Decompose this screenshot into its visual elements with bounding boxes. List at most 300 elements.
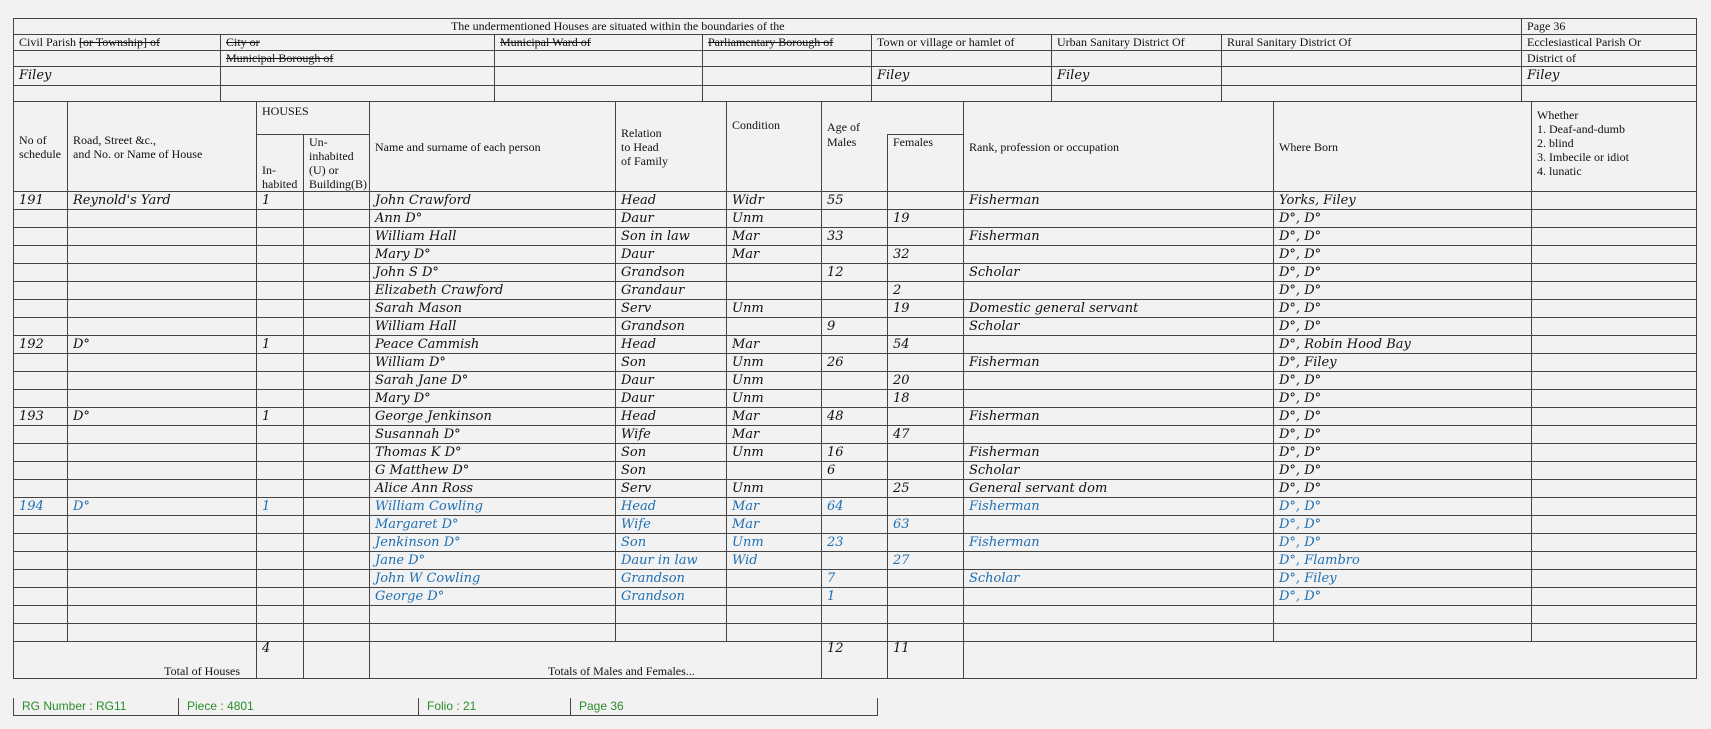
road-cell: D° (68, 336, 257, 354)
uninhabited-cell (304, 534, 370, 552)
person-name: G Matthew D° (370, 462, 616, 480)
road-cell: Reynold's Yard (68, 192, 257, 210)
female-age: 19 (888, 300, 964, 318)
condition-cell: Mar (727, 516, 822, 534)
female-age (888, 570, 964, 588)
condition-cell: Mar (727, 408, 822, 426)
ward-label: Municipal Ward of (495, 35, 703, 51)
uninhabited-cell (304, 480, 370, 498)
relation-cell: Daur (616, 246, 727, 264)
relation-cell: Son (616, 354, 727, 372)
col-age: Age of (822, 102, 964, 135)
relation-cell: Grandaur (616, 282, 727, 300)
uninhabited-cell (304, 570, 370, 588)
uninhabited-cell (304, 336, 370, 354)
whether-cell (1532, 534, 1697, 552)
where-born-cell: D°, Flambro (1274, 552, 1532, 570)
relation-cell: Daur (616, 372, 727, 390)
census-row (14, 408, 1697, 426)
totals-row (14, 642, 1697, 679)
census-row (14, 246, 1697, 264)
condition-cell: Mar (727, 228, 822, 246)
female-age (888, 192, 964, 210)
where-born-cell: D°, D° (1274, 390, 1532, 408)
male-age (822, 390, 888, 408)
person-name: Alice Ann Ross (370, 480, 616, 498)
urban-value: Filey (1052, 67, 1222, 86)
occupation-cell: Fisherman (964, 444, 1274, 462)
relation-cell: Daur (616, 210, 727, 228)
person-name: William D° (370, 354, 616, 372)
person-name: Peace Cammish (370, 336, 616, 354)
schedule-cell (14, 246, 68, 264)
inhabited-cell: 1 (257, 498, 304, 516)
where-born-cell: D°, D° (1274, 480, 1532, 498)
road-cell (68, 426, 257, 444)
occupation-cell (964, 336, 1274, 354)
inhabited-cell (257, 444, 304, 462)
whether-cell (1532, 552, 1697, 570)
town-value: Filey (872, 67, 1052, 86)
person-name: John W Cowling (370, 570, 616, 588)
occupation-cell: Scholar (964, 462, 1274, 480)
male-age (822, 282, 888, 300)
eccl-district-label: District of (1522, 51, 1697, 67)
occupation-cell: Scholar (964, 264, 1274, 282)
male-age: 1 (822, 588, 888, 606)
road-cell: D° (68, 408, 257, 426)
parl-borough-label: Parliamentary Borough of (703, 35, 872, 51)
where-born-cell: D°, D° (1274, 282, 1532, 300)
uninhabited-cell (304, 498, 370, 516)
female-age: 63 (888, 516, 964, 534)
male-age (822, 552, 888, 570)
whether-cell (1532, 246, 1697, 264)
schedule-cell (14, 516, 68, 534)
census-row (14, 210, 1697, 228)
relation-cell: Head (616, 192, 727, 210)
census-row (14, 516, 1697, 534)
where-born-cell: D°, D° (1274, 300, 1532, 318)
col-relation: Relation to Head of Family (616, 102, 727, 192)
whether-cell (1532, 408, 1697, 426)
where-born-cell: D°, Filey (1274, 570, 1532, 588)
whether-cell (1532, 264, 1697, 282)
occupation-cell: Scholar (964, 570, 1274, 588)
schedule-cell (14, 372, 68, 390)
occupation-cell (964, 552, 1274, 570)
census-row (14, 300, 1697, 318)
male-age (822, 210, 888, 228)
female-age (888, 462, 964, 480)
where-born-cell: D°, D° (1274, 264, 1532, 282)
inhabited-cell (257, 354, 304, 372)
male-age (822, 480, 888, 498)
male-age: 64 (822, 498, 888, 516)
person-name: George Jenkinson (370, 408, 616, 426)
female-age (888, 228, 964, 246)
census-row (14, 192, 1697, 210)
schedule-cell (14, 426, 68, 444)
road-cell (68, 228, 257, 246)
where-born-cell: D°, D° (1274, 228, 1532, 246)
condition-cell (727, 462, 822, 480)
census-row (14, 264, 1697, 282)
city-label: City or (221, 35, 495, 51)
inhabited-cell (257, 300, 304, 318)
uninhabited-cell (304, 300, 370, 318)
female-age: 27 (888, 552, 964, 570)
uninhabited-cell (304, 552, 370, 570)
relation-cell: Daur (616, 390, 727, 408)
road-cell (68, 588, 257, 606)
person-name: George D° (370, 588, 616, 606)
inhabited-cell (257, 264, 304, 282)
where-born-cell: D°, D° (1274, 372, 1532, 390)
female-age: 47 (888, 426, 964, 444)
male-age: 16 (822, 444, 888, 462)
boundary-text: The undermentioned Houses are situated within the boundaries of the (14, 19, 1222, 35)
where-born-cell: D°, D° (1274, 246, 1532, 264)
road-cell (68, 210, 257, 228)
schedule-cell (14, 534, 68, 552)
schedule-cell (14, 588, 68, 606)
census-row (14, 570, 1697, 588)
road-cell: D° (68, 498, 257, 516)
inhabited-cell (257, 246, 304, 264)
col-inhabited: In- habited (257, 135, 304, 192)
male-age (822, 516, 888, 534)
where-born-cell: D°, D° (1274, 516, 1532, 534)
male-age: 7 (822, 570, 888, 588)
census-row (14, 354, 1697, 372)
person-name: John Crawford (370, 192, 616, 210)
rg-number: RG Number : RG11 (14, 698, 179, 715)
relation-cell: Wife (616, 426, 727, 444)
col-schedule: No of schedule (14, 102, 68, 192)
condition-cell (727, 282, 822, 300)
census-row (14, 390, 1697, 408)
road-cell (68, 282, 257, 300)
male-age: 12 (822, 264, 888, 282)
whether-cell (1532, 462, 1697, 480)
civil-parish-label: Civil Parish [or Township] of (14, 35, 221, 51)
uninhabited-cell (304, 228, 370, 246)
relation-cell: Grandson (616, 264, 727, 282)
inhabited-cell (257, 390, 304, 408)
relation-cell: Grandson (616, 588, 727, 606)
uninhabited-cell (304, 318, 370, 336)
relation-cell: Son (616, 462, 727, 480)
census-row (14, 552, 1697, 570)
where-born-cell: D°, Filey (1274, 354, 1532, 372)
where-born-cell: D°, D° (1274, 408, 1532, 426)
uninhabited-cell (304, 588, 370, 606)
relation-cell: Serv (616, 480, 727, 498)
whether-cell (1532, 354, 1697, 372)
male-age: 26 (822, 354, 888, 372)
road-cell (68, 570, 257, 588)
col-females: Females (888, 135, 964, 192)
female-age (888, 264, 964, 282)
condition-cell (727, 318, 822, 336)
condition-cell: Unm (727, 372, 822, 390)
male-age: 6 (822, 462, 888, 480)
condition-cell: Mar (727, 336, 822, 354)
female-age (888, 318, 964, 336)
condition-cell: Unm (727, 300, 822, 318)
census-row (14, 588, 1697, 606)
schedule-cell (14, 444, 68, 462)
col-road: Road, Street &c., and No. or Name of House (68, 102, 257, 192)
uninhabited-cell (304, 408, 370, 426)
male-age (822, 300, 888, 318)
census-row (14, 462, 1697, 480)
whether-cell (1532, 192, 1697, 210)
total-females: 11 (888, 642, 964, 679)
uninhabited-cell (304, 516, 370, 534)
whether-cell (1532, 570, 1697, 588)
occupation-cell (964, 372, 1274, 390)
relation-cell: Son in law (616, 228, 727, 246)
female-age (888, 534, 964, 552)
person-name: John S D° (370, 264, 616, 282)
uninhabited-cell (304, 390, 370, 408)
road-cell (68, 462, 257, 480)
whether-cell (1532, 210, 1697, 228)
male-age (822, 426, 888, 444)
blank-row (14, 624, 1697, 642)
uninhabited-cell (304, 462, 370, 480)
person-name: William Hall (370, 228, 616, 246)
where-born-cell: D°, Robin Hood Bay (1274, 336, 1532, 354)
census-row (14, 318, 1697, 336)
census-row (14, 336, 1697, 354)
male-age (822, 336, 888, 354)
occupation-cell: Fisherman (964, 498, 1274, 516)
relation-cell: Head (616, 336, 727, 354)
inhabited-cell (257, 588, 304, 606)
road-cell (68, 372, 257, 390)
boundaries-header (13, 18, 1697, 102)
male-age (822, 246, 888, 264)
person-name: William Hall (370, 318, 616, 336)
condition-cell: Unm (727, 480, 822, 498)
male-age: 9 (822, 318, 888, 336)
road-cell (68, 480, 257, 498)
inhabited-cell (257, 210, 304, 228)
schedule-cell (14, 570, 68, 588)
census-row (14, 534, 1697, 552)
female-age: 2 (888, 282, 964, 300)
eccl-parish-label: Ecclesiastical Parish Or (1522, 35, 1697, 51)
occupation-cell: Fisherman (964, 534, 1274, 552)
whether-cell (1532, 282, 1697, 300)
condition-cell (727, 264, 822, 282)
inhabited-cell (257, 480, 304, 498)
whether-cell (1532, 588, 1697, 606)
road-cell (68, 390, 257, 408)
where-born-cell: D°, D° (1274, 318, 1532, 336)
road-cell (68, 444, 257, 462)
total-houses-value: 4 (257, 642, 304, 679)
occupation-cell (964, 282, 1274, 300)
person-name: Ann D° (370, 210, 616, 228)
relation-cell: Son (616, 444, 727, 462)
person-name: Sarah Mason (370, 300, 616, 318)
relation-cell: Head (616, 408, 727, 426)
col-males: Males (822, 135, 888, 192)
whether-cell (1532, 426, 1697, 444)
census-row (14, 426, 1697, 444)
occupation-cell (964, 588, 1274, 606)
schedule-cell: 193 (14, 408, 68, 426)
col-name: Name and surname of each person (370, 102, 616, 192)
where-born-cell: D°, D° (1274, 210, 1532, 228)
male-age: 48 (822, 408, 888, 426)
relation-cell: Son (616, 534, 727, 552)
page-number: Page 36 (1522, 19, 1697, 35)
col-occupation: Rank, profession or occupation (964, 102, 1274, 192)
inhabited-cell (257, 372, 304, 390)
civil-parish-value: Filey (14, 67, 221, 86)
occupation-cell (964, 246, 1274, 264)
schedule-cell (14, 210, 68, 228)
condition-cell: Unm (727, 534, 822, 552)
person-name: Jenkinson D° (370, 534, 616, 552)
road-cell (68, 354, 257, 372)
occupation-cell (964, 390, 1274, 408)
occupation-cell: Fisherman (964, 192, 1274, 210)
col-houses: HOUSES (257, 102, 370, 135)
uninhabited-cell (304, 264, 370, 282)
male-age: 23 (822, 534, 888, 552)
census-row (14, 480, 1697, 498)
road-cell (68, 300, 257, 318)
where-born-cell: D°, D° (1274, 588, 1532, 606)
whether-cell (1532, 318, 1697, 336)
male-age: 33 (822, 228, 888, 246)
condition-cell: Unm (727, 354, 822, 372)
totals-mf-label: Totals of Males and Females... (370, 642, 822, 679)
inhabited-cell (257, 552, 304, 570)
schedule-cell: 194 (14, 498, 68, 516)
condition-cell: Mar (727, 426, 822, 444)
condition-cell: Mar (727, 498, 822, 516)
condition-cell: Unm (727, 210, 822, 228)
col-condition: Condition (727, 102, 822, 192)
occupation-cell: Fisherman (964, 354, 1274, 372)
road-cell (68, 264, 257, 282)
schedule-cell: 192 (14, 336, 68, 354)
where-born-cell: D°, D° (1274, 462, 1532, 480)
whether-cell (1532, 444, 1697, 462)
person-name: Thomas K D° (370, 444, 616, 462)
female-age (888, 588, 964, 606)
condition-cell: Mar (727, 246, 822, 264)
total-males: 12 (822, 642, 888, 679)
uninhabited-cell (304, 372, 370, 390)
female-age: 54 (888, 336, 964, 354)
urban-district-label: Urban Sanitary District Of (1052, 35, 1222, 51)
folio-number: Folio : 21 (419, 698, 571, 715)
female-age: 25 (888, 480, 964, 498)
census-table (13, 101, 1697, 679)
schedule-cell (14, 264, 68, 282)
inhabited-cell: 1 (257, 192, 304, 210)
condition-cell: Widr (727, 192, 822, 210)
occupation-cell: Scholar (964, 318, 1274, 336)
condition-cell: Unm (727, 390, 822, 408)
inhabited-cell (257, 228, 304, 246)
whether-cell (1532, 390, 1697, 408)
schedule-cell (14, 300, 68, 318)
female-age: 32 (888, 246, 964, 264)
relation-cell: Grandson (616, 570, 727, 588)
person-name: Susannah D° (370, 426, 616, 444)
whether-cell (1532, 480, 1697, 498)
schedule-cell (14, 282, 68, 300)
uninhabited-cell (304, 354, 370, 372)
person-name: Sarah Jane D° (370, 372, 616, 390)
census-sheet (13, 18, 1696, 679)
person-name: Margaret D° (370, 516, 616, 534)
road-cell (68, 534, 257, 552)
col-whether: Whether 1. Deaf-and-dumb 2. blind 3. Imbecile or idiot 4. lunatic (1532, 102, 1697, 192)
blank-row (14, 606, 1697, 624)
condition-cell: Wid (727, 552, 822, 570)
occupation-cell (964, 210, 1274, 228)
uninhabited-cell (304, 210, 370, 228)
rural-district-label: Rural Sanitary District Of (1222, 35, 1522, 51)
census-rows (14, 192, 1697, 606)
inhabited-cell (257, 534, 304, 552)
census-row (14, 282, 1697, 300)
female-age (888, 408, 964, 426)
female-age: 20 (888, 372, 964, 390)
uninhabited-cell (304, 426, 370, 444)
census-row (14, 444, 1697, 462)
eccl-value: Filey (1522, 67, 1697, 86)
occupation-cell: Fisherman (964, 408, 1274, 426)
whether-cell (1532, 228, 1697, 246)
occupation-cell: Domestic general servant (964, 300, 1274, 318)
occupation-cell: Fisherman (964, 228, 1274, 246)
schedule-cell (14, 552, 68, 570)
road-cell (68, 552, 257, 570)
schedule-cell (14, 462, 68, 480)
male-age (822, 372, 888, 390)
total-houses-label: Total of Houses (14, 642, 257, 679)
occupation-cell: General servant dom (964, 480, 1274, 498)
census-row (14, 498, 1697, 516)
inhabited-cell (257, 282, 304, 300)
occupation-cell (964, 516, 1274, 534)
uninhabited-cell (304, 246, 370, 264)
schedule-cell (14, 480, 68, 498)
person-name: Jane D° (370, 552, 616, 570)
relation-cell: Grandson (616, 318, 727, 336)
schedule-cell: 191 (14, 192, 68, 210)
female-age: 18 (888, 390, 964, 408)
inhabited-cell (257, 462, 304, 480)
condition-cell (727, 588, 822, 606)
relation-cell: Wife (616, 516, 727, 534)
female-age (888, 354, 964, 372)
where-born-cell: D°, D° (1274, 426, 1532, 444)
schedule-cell (14, 318, 68, 336)
inhabited-cell: 1 (257, 408, 304, 426)
